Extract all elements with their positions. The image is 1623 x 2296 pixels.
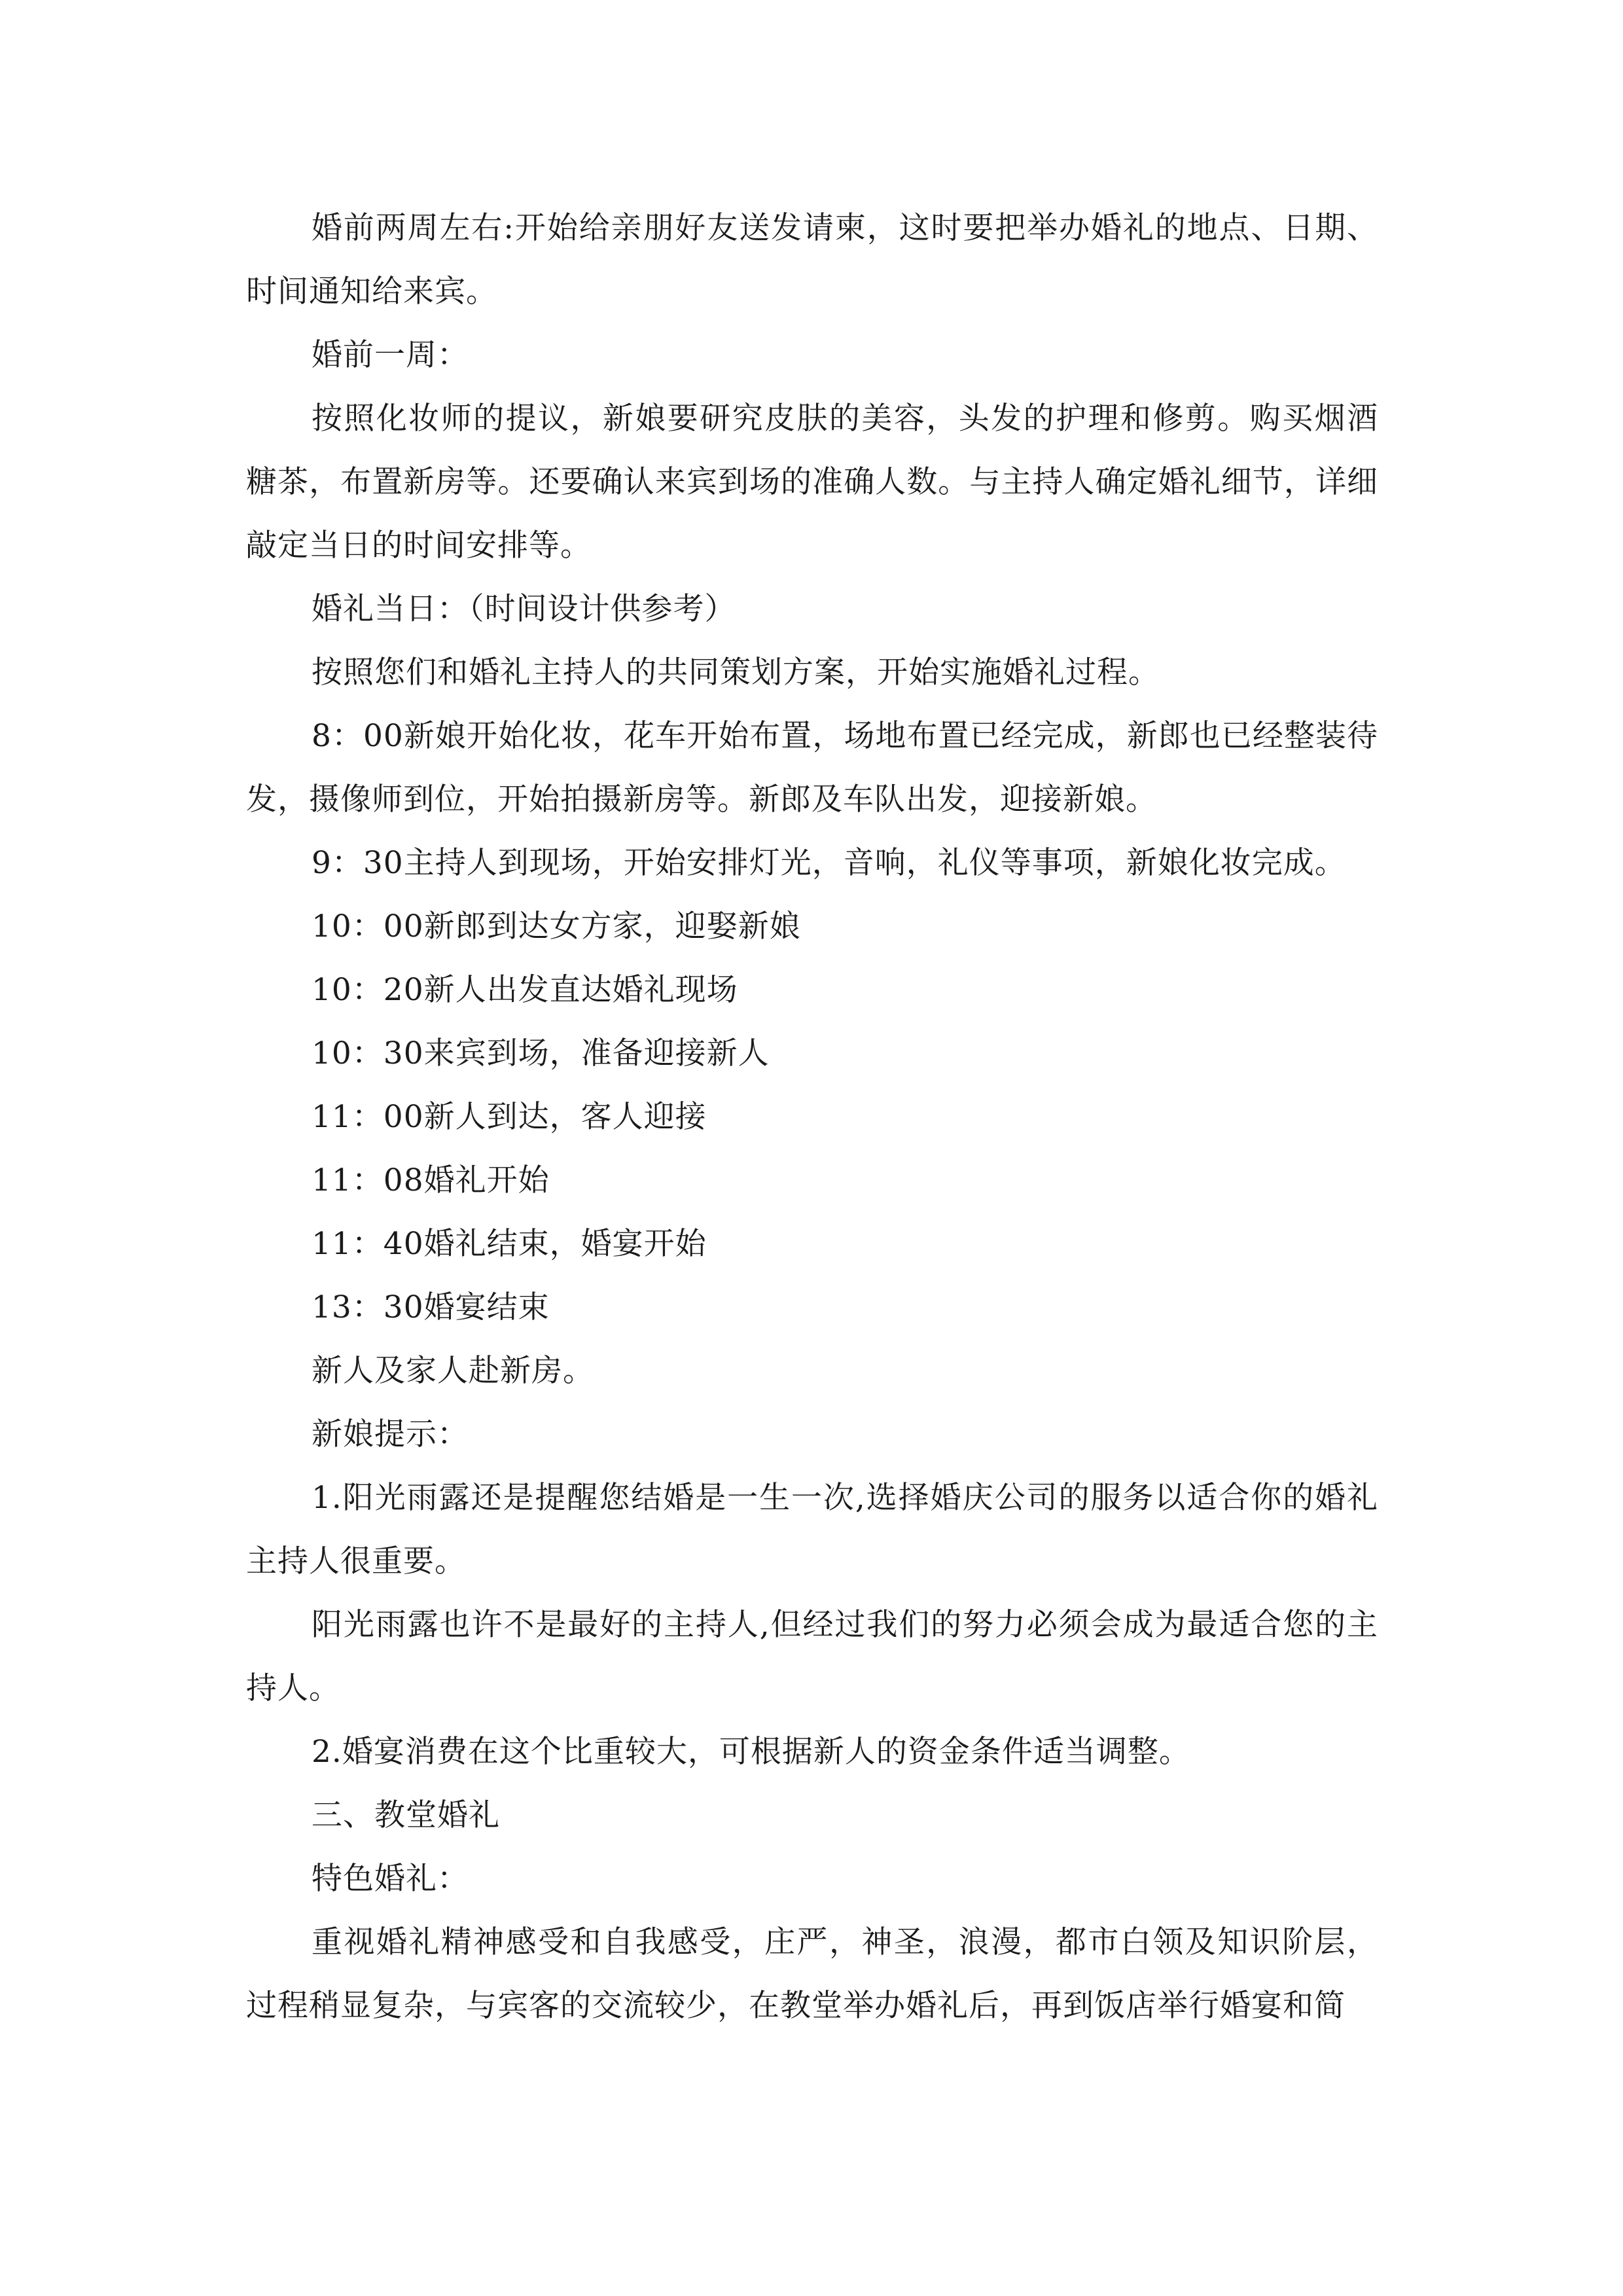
paragraph: 按照化妆师的提议，新娘要研究皮肤的美容，头发的护理和修剪。购买烟酒糖茶，布置新房等。还要确认来宾到场的准确人数。与主持人确定婚礼细节，详细敲定当日的时间安排等。 (246, 401, 1378, 564)
paragraph: 1.阳光雨露还是提醒您结婚是一生一次,选择婚庆公司的服务以适合你的婚礼主持人很重要。 (246, 1480, 1378, 1579)
paragraph: 13：30婚宴结束 (312, 1289, 550, 1325)
paragraph: 婚礼当日：（时间设计供参考） (312, 591, 736, 627)
paragraph: 婚前一周： (312, 337, 469, 373)
paragraph: 2.婚宴消费在这个比重较大，可根据新人的资金条件适当调整。 (312, 1734, 1190, 1770)
paragraph: 11：00新人到达，客人迎接 (312, 1099, 707, 1135)
paragraph: 新人及家人赴新房。 (312, 1353, 594, 1389)
document-body (246, 196, 1378, 2037)
paragraph: 重视婚礼精神感受和自我感受，庄严，神圣，浪漫，都市白领及知识阶层，过程稍显复杂，与宾客的交流较少，在教堂举办婚礼后，再到饭店举行婚宴和简 (246, 1924, 1378, 2024)
paragraph: 11：08婚礼开始 (312, 1162, 550, 1198)
paragraph: 阳光雨露也许不是最好的主持人,但经过我们的努力必须会成为最适合您的主持人。 (246, 1607, 1378, 1706)
paragraph: 8：00新娘开始化妆，花车开始布置，场地布置已经完成，新郎也已经整装待发，摄像师到位，开始拍摄新房等。新郎及车队出发，迎接新娘。 (246, 718, 1378, 817)
paragraph: 按照您们和婚礼主持人的共同策划方案，开始实施婚礼过程。 (312, 655, 1160, 691)
paragraph: 新娘提示： (312, 1416, 469, 1452)
paragraph: 特色婚礼： (312, 1861, 469, 1897)
paragraph: 三、教堂婚礼 (312, 1797, 500, 1833)
paragraph: 10：00新郎到达女方家，迎娶新娘 (312, 908, 801, 944)
paragraph: 9：30主持人到现场，开始安排灯光，音响，礼仪等事项，新娘化妆完成。 (312, 845, 1346, 881)
paragraph: 10：20新人出发直达婚礼现场 (312, 972, 738, 1008)
paragraph: 10：30来宾到场，准备迎接新人 (312, 1035, 770, 1071)
paragraph: 婚前两周左右:开始给亲朋好友送发请柬，这时要把举办婚礼的地点、日期、时间通知给来宾。 (246, 210, 1378, 310)
paragraph: 11：40婚礼结束，婚宴开始 (312, 1226, 707, 1262)
